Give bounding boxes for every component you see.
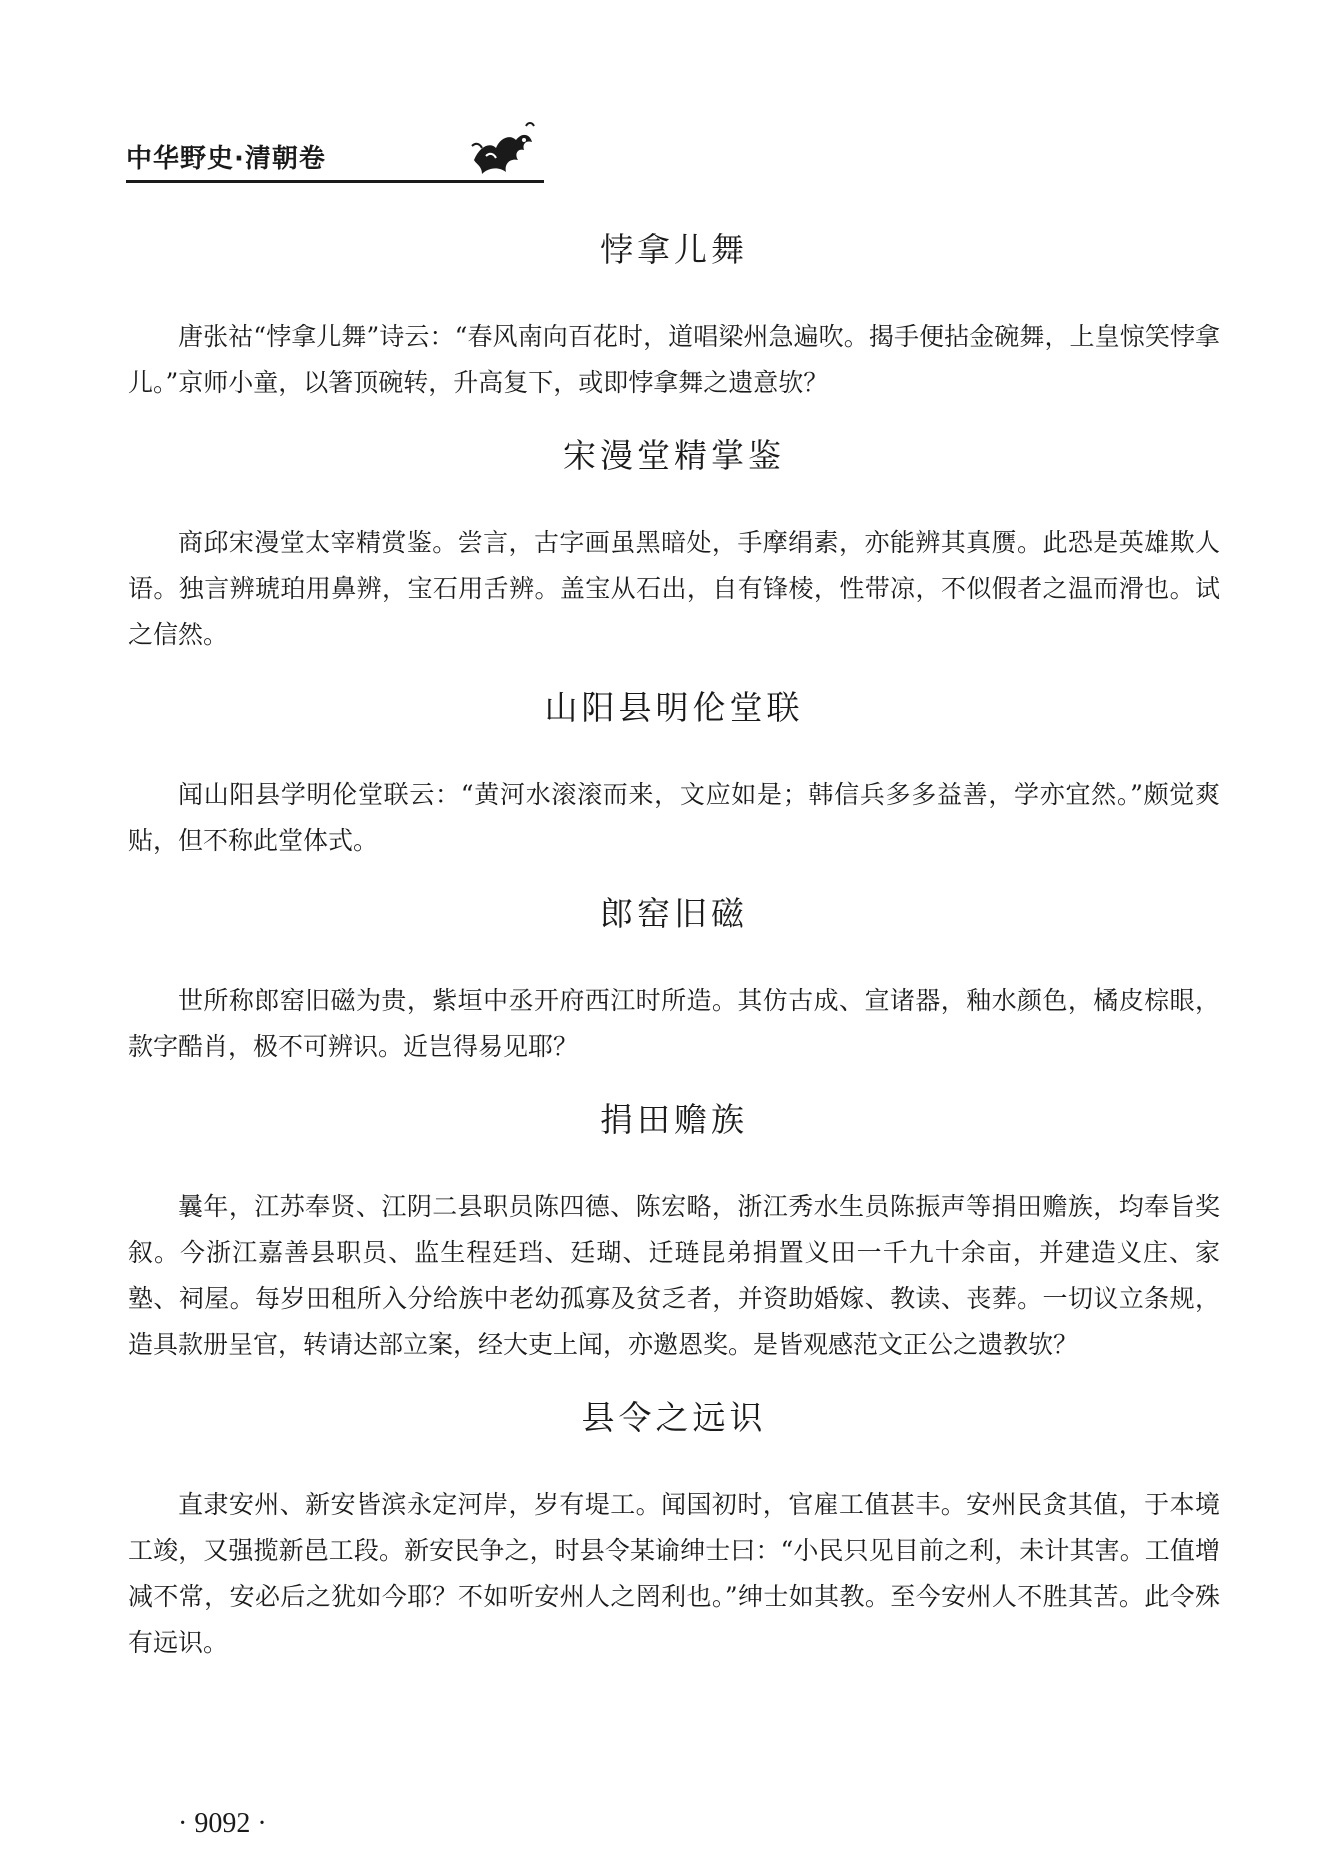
section-title: 宋漫堂精掌鉴 <box>563 436 785 475</box>
section-body: 唐张祜“悖拿儿舞”诗云：“春风南向百花时，道唱梁州急遍吹。揭手便拈金碗舞，上皇惊笑悖拿儿。”京师小童，以箸顶碗转，升高复下，或即悖拿舞之遗意欤？ <box>128 322 1220 397</box>
section-title: 山阳县明伦堂联 <box>544 688 804 727</box>
section-body: 曩年，江苏奉贤、江阴二县职员陈四德、陈宏略，浙江秀水生员陈振声等捐田赡族，均奉旨奖叙。今浙江嘉善县职员、监生程廷珰、廷瑚、迁琏昆弟捐置义田一千九十余亩，并建造义庄、家塾、祠屋。每岁田租所入分给族中老幼孤寡及贫乏者，并资助婚嫁、教读、丧葬。一切议立条规，造具款册呈官，转请达部立案，经大吏上闻，亦邀恩奖。是皆观感范文正公之遗教欤？ <box>128 1192 1220 1359</box>
section-body: 世所称郎窑旧磁为贵，紫垣中丞开府西江时所造。其仿古成、宣诸器，釉水颜色，橘皮棕眼，款字酷肖，极不可辨识。近岂得易见耶？ <box>128 986 1220 1061</box>
section-title: 县令之远识 <box>581 1398 767 1437</box>
dragon-emblem-icon <box>466 116 538 178</box>
section <box>128 892 1220 1070</box>
header-rule <box>126 180 544 183</box>
page-content <box>128 228 1220 1694</box>
section-title: 捐田赡族 <box>600 1100 748 1139</box>
page-number: · 9092 · <box>178 1808 267 1839</box>
section-body: 直隶安州、新安皆滨永定河岸，岁有堤工。闻国初时，官雇工值甚丰。安州民贪其值，于本境工竣，又强揽新邑工段。新安民争之，时县令某谕绅士曰：“小民只见目前之利，未计其害。工值增减不常，安必后之犹如今耶？不如听安州人之罔利也。”绅士如其教。至今安州人不胜其苦。此令殊有远识。 <box>128 1490 1220 1657</box>
running-header <box>126 128 546 184</box>
section-title: 郎窑旧磁 <box>600 894 748 933</box>
section-body: 闻山阳县学明伦堂联云：“黄河水滚滚而来，文应如是；韩信兵多多益善，学亦宜然。”颇觉爽贴，但不称此堂体式。 <box>128 780 1220 855</box>
book-title: 中华野史·清朝卷 <box>126 144 326 174</box>
section <box>128 228 1220 406</box>
section <box>128 686 1220 864</box>
section-title: 悖拿儿舞 <box>600 230 748 269</box>
section <box>128 1098 1220 1368</box>
section-body: 商邱宋漫堂太宰精赏鉴。尝言，古字画虽黑暗处，手摩绢素，亦能辨其真赝。此恐是英雄欺人语。独言辨琥珀用鼻辨，宝石用舌辨。盖宝从石出，自有锋棱，性带凉，不似假者之温而滑也。试之信然。 <box>128 528 1220 649</box>
section <box>128 1396 1220 1666</box>
section <box>128 434 1220 658</box>
